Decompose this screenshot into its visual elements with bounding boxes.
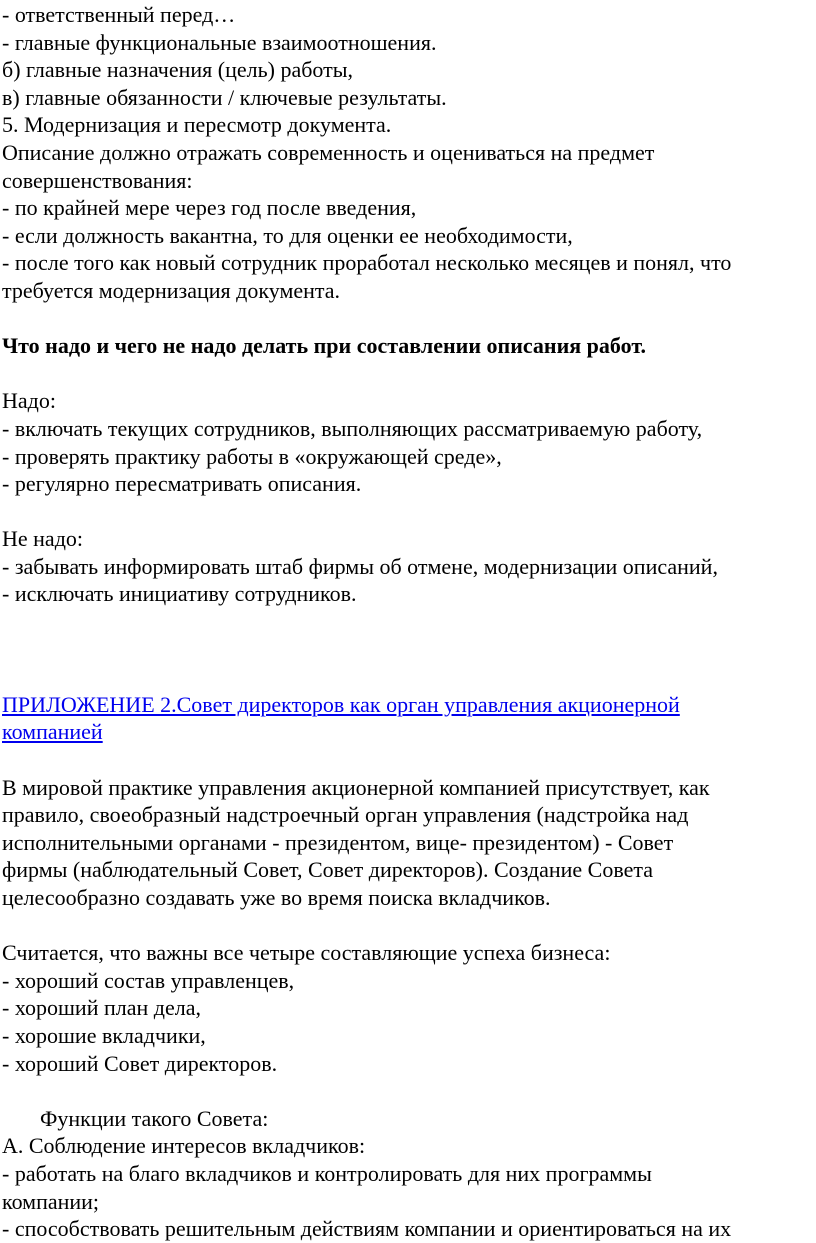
- list-item: - хороший состав управленцев,: [2, 967, 295, 993]
- text-line: Описание должно отражать современность и оцениваться на предмет: [2, 139, 655, 165]
- text-line: правило, своеобразный надстроечный орган управления (надстройка над: [2, 802, 689, 828]
- document-page: [2, 0, 816, 1243]
- list-item: - забывать информировать штаб фирмы об отмене, модернизации описаний,: [2, 553, 718, 579]
- text-line: совершенствования:: [2, 167, 193, 193]
- text-line: - по крайней мере через год после введения,: [2, 195, 417, 221]
- list-item: - способствовать решительным действиям компании и ориентироваться на их: [2, 1216, 732, 1242]
- appendix-link-line[interactable]: ПРИЛОЖЕНИЕ 2.Совет директоров как орган управления акционерной: [2, 691, 680, 717]
- list-item: - хороший Совет директоров.: [2, 1050, 278, 1076]
- dont-list-title: Не надо:: [2, 526, 83, 552]
- list-item: - хорошие вкладчики,: [2, 1022, 206, 1048]
- text-line: - ответственный перед…: [2, 2, 236, 27]
- list-item: - хороший план дела,: [2, 995, 201, 1021]
- list-item: - работать на благо вкладчиков и контролировать для них программы: [2, 1160, 652, 1186]
- do-list-title: Надо:: [2, 388, 56, 414]
- section-job-description-review: [2, 1, 816, 305]
- text-line: требуется модернизация документа.: [2, 277, 341, 303]
- paragraph-board-overview: [2, 774, 816, 912]
- dont-list: [2, 525, 816, 608]
- list-item: - регулярно пересматривать описания.: [2, 471, 362, 497]
- text-line: в) главные обязанности / ключевые результаты.: [2, 84, 447, 110]
- text-line: В мировой практике управления акционерной компанией присутствует, как: [2, 774, 710, 800]
- text-line: - если должность вакантна, то для оценки ее необходимости,: [2, 222, 573, 248]
- paragraph-success-components: [2, 939, 816, 1077]
- do-list: [2, 387, 816, 497]
- text-line: фирмы (наблюдательный Совет, Совет директоров). Создание Совета: [2, 857, 654, 883]
- text-line: исполнительными органами - президентом, вице- президентом) - Совет: [2, 829, 674, 855]
- board-functions: [2, 1105, 816, 1243]
- appendix-link-line[interactable]: компанией: [2, 719, 103, 745]
- text-line: Считается, что важны все четыре составляющие успеха бизнеса:: [2, 940, 611, 966]
- text-line: б) главные назначения (цель) работы,: [2, 57, 354, 83]
- list-item: - исключать инициативу сотрудников.: [2, 581, 357, 607]
- text-line: - главные функциональные взаимоотношения.: [2, 29, 437, 55]
- text-line: А. Соблюдение интересов вкладчиков:: [2, 1133, 366, 1159]
- list-item: - включать текущих сотрудников, выполняющих рассматриваемую работу,: [2, 415, 703, 441]
- text-line: компании;: [2, 1188, 100, 1214]
- text-line: 5. Модернизация и пересмотр документа.: [2, 112, 392, 138]
- text-line: целесообразно создавать уже во время поиска вкладчиков.: [2, 885, 551, 910]
- list-item: - проверять практику работы в «окружающей среде»,: [2, 443, 502, 469]
- text-line: - после того как новый сотрудник проработал несколько месяцев и понял, что: [2, 250, 732, 276]
- functions-title: Функции такого Совета:: [40, 1105, 269, 1131]
- section-heading: Что надо и чего не надо делать при составлении описания работ.: [2, 333, 646, 359]
- appendix-2-link[interactable]: [2, 691, 816, 746]
